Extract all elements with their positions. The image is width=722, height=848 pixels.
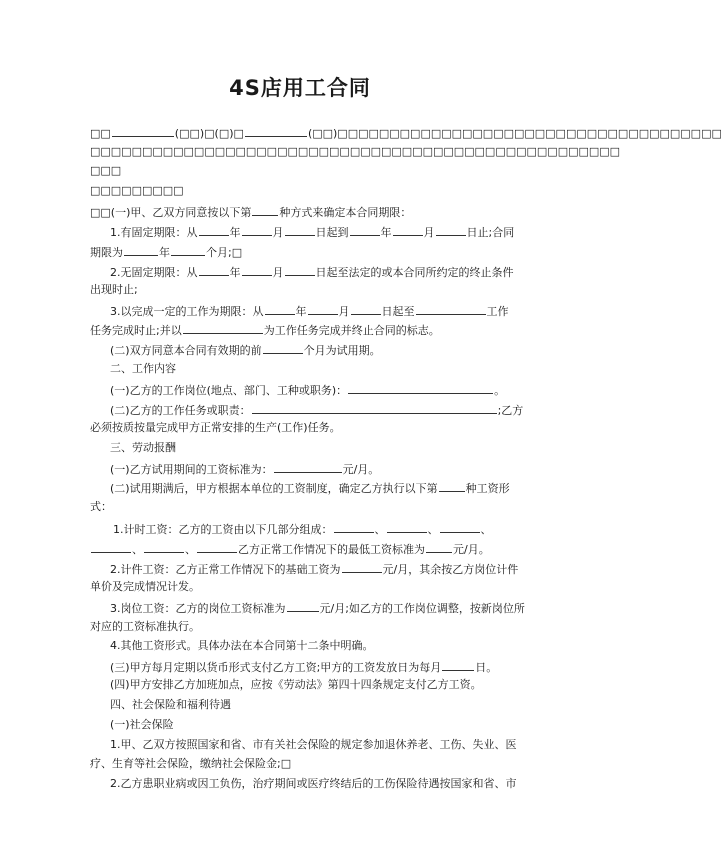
blank-field[interactable] (350, 224, 380, 236)
contract-line (113, 521, 492, 537)
text-fragment: 2.无固定期限：从 (110, 266, 198, 279)
text-fragment: 元/月。 (453, 543, 490, 556)
blank-field[interactable] (442, 659, 474, 671)
blank-field[interactable] (393, 224, 423, 236)
text-fragment: 个月;□ (206, 246, 243, 259)
text-fragment: 、 (374, 523, 386, 536)
blank-field[interactable] (242, 264, 272, 276)
text-fragment: 日起至 (381, 305, 415, 318)
subsection-heading: (一)社会保险 (110, 718, 174, 731)
blank-field[interactable] (199, 264, 229, 276)
text-fragment: 种工资形 (465, 482, 510, 495)
text-fragment: 年 (229, 266, 241, 279)
contract-line (90, 204, 411, 220)
contract-line (110, 600, 525, 616)
blank-field[interactable] (334, 521, 374, 533)
text-fragment: 、 (480, 523, 492, 536)
contract-line (110, 303, 509, 319)
text-fragment: 月 (423, 226, 435, 239)
text-fragment: 个月为试用期。 (303, 344, 381, 357)
text-fragment: 月 (272, 226, 284, 239)
contract-line (110, 264, 514, 280)
contract-line: 2.乙方患职业病或因工负伤，治疗期间或医疗终结后的工伤保险待遇按国家和省、市 (110, 777, 517, 790)
text-fragment: 乙方正常工作情况下的最低工资标准为 (238, 543, 425, 556)
blank-field[interactable] (252, 402, 497, 414)
text-fragment: (二)双方同意本合同有效期的前 (110, 344, 262, 357)
blank-field[interactable] (124, 244, 158, 256)
contract-line (110, 402, 523, 418)
text-fragment: 任务完成时止;并以 (90, 324, 182, 337)
contract-line (110, 561, 518, 577)
text-fragment: (□□)□□□□□□□□□□□□□□□□□□□□□□□□□□□□□□□□□□□□□ (307, 127, 722, 140)
contract-line: 必须按质按量完成甲方正常安排的生产(工作)任务。 (90, 421, 341, 434)
text-fragment: 元/月。 (342, 463, 380, 476)
text-fragment: □□(一)甲、乙双方同意按以下第 (90, 206, 252, 219)
blank-field[interactable] (436, 224, 466, 236)
contract-line: 单价及完成情况计发。 (90, 580, 200, 593)
blank-field[interactable] (351, 303, 381, 315)
text-fragment: (一)乙方的工作岗位(地点、部门、工种或职务)： (110, 384, 348, 397)
blank-field[interactable] (263, 342, 303, 354)
blank-field[interactable] (199, 224, 229, 236)
text-fragment: 3.以完成一定的工作为期限：从 (110, 305, 264, 318)
blank-field[interactable] (387, 521, 427, 533)
contract-line (110, 461, 379, 477)
text-fragment: □□ (90, 127, 111, 140)
contract-line: 4.其他工资形式。具体办法在本合同第十二条中明确。 (110, 639, 374, 652)
section-heading: 三、劳动报酬 (110, 441, 176, 454)
contract-line: 出现时止; (90, 283, 138, 296)
contract-line: 疗、生育等社会保险，缴纳社会保险金;□ (90, 757, 292, 770)
blank-field[interactable] (440, 521, 480, 533)
blank-field[interactable] (245, 125, 307, 137)
blank-field[interactable] (183, 322, 263, 334)
blank-field[interactable] (342, 561, 382, 573)
blank-field[interactable] (287, 600, 319, 612)
text-fragment: 元/月，其余按乙方岗位计件 (382, 563, 519, 576)
text-fragment: 元/月;如乙方的工作岗位调整，按新岗位所 (319, 602, 525, 615)
blank-field[interactable] (308, 303, 338, 315)
contract-line (110, 382, 505, 398)
blank-field[interactable] (285, 264, 315, 276)
text-fragment: 日止;合同 (466, 226, 515, 239)
text-fragment: 年 (159, 246, 170, 259)
text-fragment: 月 (272, 266, 284, 279)
contract-line: 对应的工资标准执行。 (90, 620, 200, 633)
text-fragment: (三)甲方每月定期以货币形式支付乙方工资;甲方的工资发放日为每月 (110, 661, 442, 674)
text-fragment: 期限为 (90, 246, 123, 259)
contract-line (90, 125, 722, 141)
text-fragment: (□□)□(□)□ (174, 127, 244, 140)
contract-line: □□□□□□□□□□□□□□□□□□□□□□□□□□□□□□□□□□□□□□□□□□□□□□□□□□□ (90, 145, 621, 158)
blank-field[interactable] (416, 303, 486, 315)
blank-field[interactable] (91, 541, 131, 553)
page-title: 4S店用工合同 (229, 76, 371, 100)
text-fragment: 年 (295, 305, 307, 318)
text-fragment: 日。 (475, 661, 498, 674)
blank-field[interactable] (285, 224, 315, 236)
section-heading: 四、社会保险和福利待遇 (110, 698, 231, 711)
contract-line (110, 659, 497, 675)
text-fragment: 月 (338, 305, 350, 318)
blank-field[interactable] (265, 303, 295, 315)
blank-field[interactable] (112, 125, 174, 137)
text-fragment: 、 (185, 543, 196, 556)
text-fragment: 种方式来确定本合同期限： (279, 206, 412, 219)
contract-line: □□□ (90, 164, 122, 177)
text-fragment: 为工作任务完成并终止合同的标志。 (263, 324, 440, 337)
contract-line: □□□□□□□□□ (90, 184, 184, 197)
blank-field[interactable] (439, 480, 465, 492)
text-fragment: ;乙方 (497, 404, 524, 417)
contract-line: (四)甲方安排乙方加班加点，应按《劳动法》第四十四条规定支付乙方工资。 (110, 678, 482, 691)
text-fragment: 2.计件工资：乙方正常工作情况下的基础工资为 (110, 563, 341, 576)
contract-line (110, 342, 381, 358)
text-fragment: (二)试用期满后，甲方根据本单位的工资制度，确定乙方执行以下第 (110, 482, 438, 495)
text-fragment: 年 (380, 226, 392, 239)
text-fragment: (二)乙方的工作任务或职责： (110, 404, 251, 417)
blank-field[interactable] (252, 204, 278, 216)
text-fragment: 3.岗位工资：乙方的岗位工资标准为 (110, 602, 286, 615)
contract-line (110, 480, 510, 496)
text-fragment: (一)乙方试用期间的工资标准为： (110, 463, 273, 476)
text-fragment: 、 (427, 523, 439, 536)
blank-field[interactable] (197, 541, 237, 553)
section-heading: 二、工作内容 (110, 362, 176, 375)
text-fragment: 日起至法定的或本合同所约定的终止条件 (315, 266, 514, 279)
contract-line (90, 244, 242, 260)
contract-line (110, 224, 514, 240)
text-fragment: 日起到 (315, 226, 349, 239)
blank-field[interactable] (348, 382, 493, 394)
contract-line: 式： (90, 500, 112, 513)
blank-field[interactable] (144, 541, 184, 553)
text-fragment: 1.有固定期限：从 (110, 226, 198, 239)
text-fragment: 、 (132, 543, 143, 556)
contract-line (90, 322, 440, 338)
text-fragment: 1.计时工资：乙方的工资由以下几部分组成： (113, 523, 333, 536)
text-fragment: 年 (229, 226, 241, 239)
text-fragment: 工作 (486, 305, 509, 318)
blank-field[interactable] (274, 461, 342, 473)
blank-field[interactable] (171, 244, 205, 256)
contract-line: 1.甲、乙双方按照国家和省、市有关社会保险的规定参加退休养老、工伤、失业、医 (110, 738, 517, 751)
blank-field[interactable] (426, 541, 452, 553)
blank-field[interactable] (242, 224, 272, 236)
text-fragment: 。 (494, 384, 506, 397)
contract-line (90, 541, 490, 557)
